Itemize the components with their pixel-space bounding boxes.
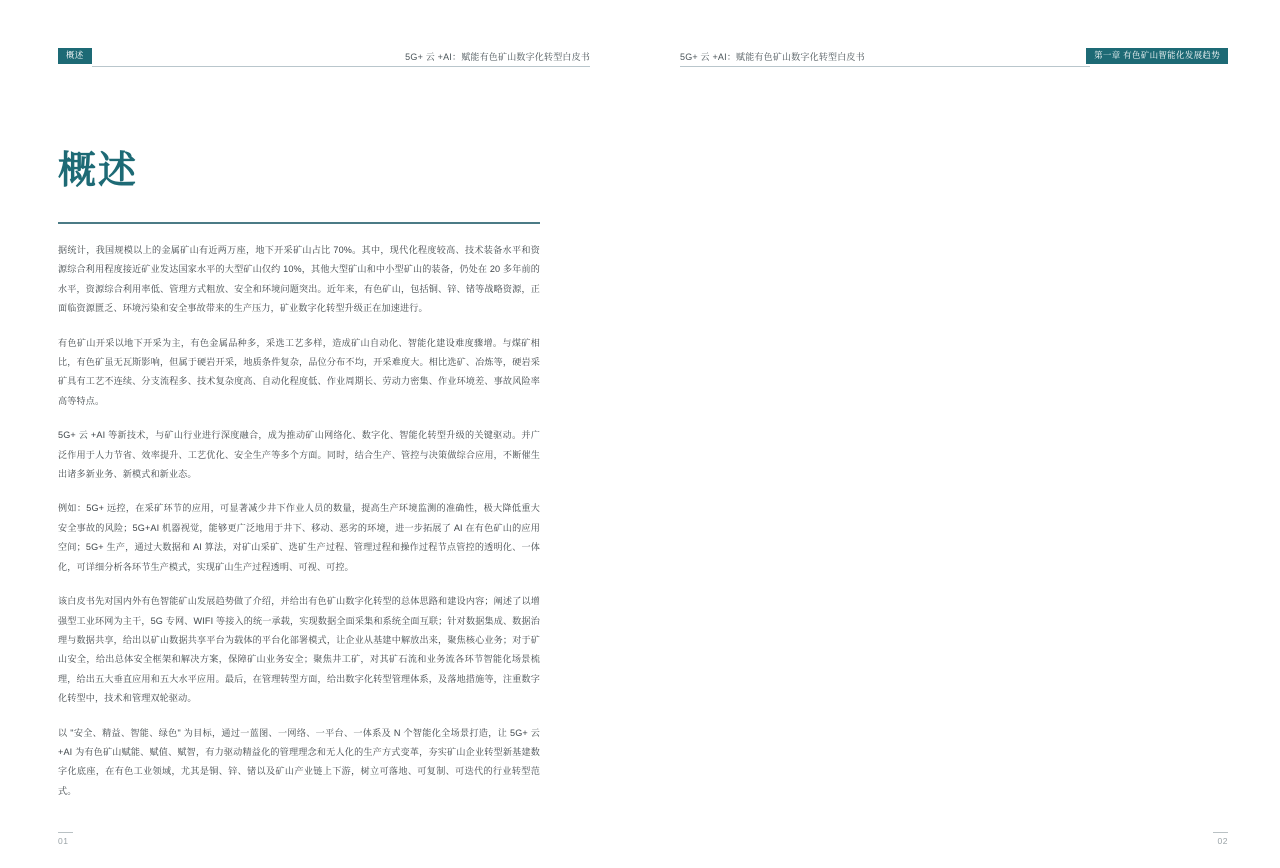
left-page-header xyxy=(58,46,590,66)
left-header-chip: 概述 xyxy=(58,48,92,64)
paragraph: 该白皮书先对国内外有色智能矿山发展趋势做了介绍，并给出有色矿山数字化转型的总体思路和建设内容；阐述了以增强型工业环网为主干，5G 专网、WIFI 等接入的统一承载，实现数据全面采集和系统全面互联；针对数据集成、数据治理与数据共享，给出以矿山数据共享平台为载体的平台化部署模式，让企业从基建中解放出来，聚焦核心业务；对于矿山安全，给出总体安全框架和解决方案，保障矿山业务安全；聚焦井工矿，对其矿石流和业务流各环节智能化场景梳理，给出五大垂直应用和五大水平应用。最后，在管理转型方面，给出数字化转型管理体系，及落地措施等，注重数字化转型中，技术和管理双轮驱动。 xyxy=(58,596,540,704)
right-header-rule xyxy=(680,66,1090,67)
folio-rule xyxy=(58,832,73,833)
paragraph: 5G+ 云 +AI 等新技术，与矿山行业进行深度融合，成为推动矿山网络化、数字化、智能化转型升级的关键驱动。并广泛作用于人力节省、效率提升、工艺优化、安全生产等多个方面。同时，结合生产、管控与决策做综合应用，不断催生出诸多新业务、新模式和新业态。 xyxy=(58,430,540,480)
paragraph: 据统计，我国规模以上的金属矿山有近两万座，地下开采矿山占比 70%。其中，现代化程度较高、技术装备水平和资源综合利用程度接近矿业发达国家水平的大型矿山仅约 10%，其他大型矿山和中小型矿山的装备，仍处在 20 多年前的水平，资源综合利用率低、管理方式粗放、安全和环境问题突出。近年来，有色矿山，包括铜、锌、锗等战略资源，正面临资源匮乏、环境污染和安全事故带来的生产压力，矿业数字化转型升级正在加速进行。 xyxy=(58,245,540,314)
folio-rule xyxy=(1213,832,1228,833)
paragraph: 以 "安全、精益、智能、绿色" 为目标，通过一蓝图、一网络、一平台、一体系及 N 个智能化全场景打造，让 5G+ 云 +AI 为有色矿山赋能、赋值、赋智，有力驱动精益化的管理理念和无人化的生产方式变革，夯实矿山企业转型新基建数字化底座，在有色工业领域，尤其是铜、锌、锗以及矿山产业链上下游，树立可落地、可复制、可迭代的行业转型范式。 xyxy=(58,727,540,796)
right-page-folio xyxy=(1213,832,1228,846)
left-header-title: 5G+ 云 +AI：赋能有色矿山数字化转型白皮书 xyxy=(405,51,590,62)
page-title: 概述 xyxy=(58,150,139,192)
folio-number: 02 xyxy=(1217,836,1228,846)
right-header-title: 5G+ 云 +AI：赋能有色矿山数字化转型白皮书 xyxy=(680,51,865,62)
left-body-column xyxy=(58,241,540,801)
right-header-chip: 第一章 有色矿山智能化发展趋势 xyxy=(1086,48,1228,64)
title-divider xyxy=(58,222,540,224)
right-page-header xyxy=(680,46,1228,66)
left-page-folio xyxy=(58,832,73,846)
folio-number: 01 xyxy=(58,836,69,846)
left-header-rule xyxy=(92,66,590,67)
paragraph: 有色矿山开采以地下开采为主，有色金属品种多，采选工艺多样，造成矿山自动化、智能化建设难度骤增。与煤矿相比，有色矿虽无瓦斯影响，但属于硬岩开采，地质条件复杂，品位分布不均，开采难度大。相比选矿、冶炼等，硬岩采矿具有工艺不连续、分支流程多、技术复杂度高、自动化程度低、作业周期长、劳动力密集、作业环境差、事故风险率高等特点。 xyxy=(58,337,540,406)
right-page xyxy=(640,0,1280,868)
paragraph: 例如：5G+ 远控，在采矿环节的应用，可显著减少井下作业人员的数量，提高生产环境监测的准确性，极大降低重大安全事故的风险；5G+AI 机器视觉，能够更广泛地用于井下、移动、恶劣的环境，进一步拓展了 AI 在有色矿山的应用空间；5G+ 生产，通过大数据和 AI 算法，对矿山采矿、选矿生产过程、管理过程和操作过程节点管控的透明化、一体化，可详细分析各环节生产模式，实现矿山生产过程透明、可视、可控。 xyxy=(58,503,540,572)
